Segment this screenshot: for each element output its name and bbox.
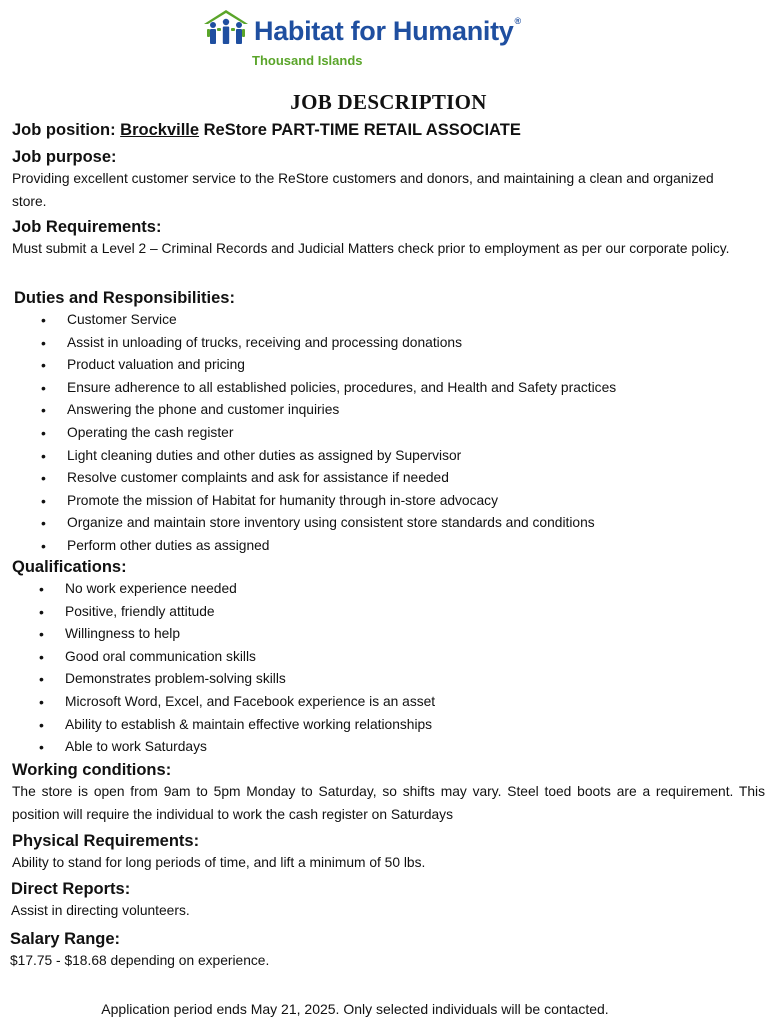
- list-item: • Positive, friendly attitude: [12, 601, 767, 624]
- list-item: • Promote the mission of Habitat for humanity through in-store advocacy: [14, 490, 767, 513]
- direct-reports-text: Assist in directing volunteers.: [11, 903, 190, 918]
- job-purpose-heading: Job purpose:: [12, 148, 117, 166]
- direct-reports-section: [11, 878, 767, 923]
- logo-wordmark: Habitat for Humanity®: [254, 16, 521, 46]
- habitat-logo: [200, 8, 560, 72]
- list-item: • Answering the phone and customer inquiries: [14, 399, 767, 422]
- list-item: • Ability to establish & maintain effective working relationships: [12, 714, 767, 737]
- job-title: ReStore PART-TIME RETAIL ASSOCIATE: [203, 121, 521, 139]
- duties-section: [14, 287, 767, 558]
- job-requirements-section: [12, 216, 767, 261]
- direct-reports-heading: Direct Reports:: [11, 880, 131, 898]
- working-conditions-section: [12, 759, 767, 826]
- list-item: • Willingness to help: [12, 623, 767, 646]
- list-item: • Light cleaning duties and other duties as assigned by Supervisor: [14, 445, 767, 468]
- list-item: • Microsoft Word, Excel, and Facebook experience is an asset: [12, 691, 767, 714]
- duties-heading: Duties and Responsibilities:: [14, 289, 235, 307]
- logo-subtitle: Thousand Islands: [252, 53, 363, 68]
- job-location: Brockville: [120, 121, 200, 139]
- list-item: • Operating the cash register: [14, 422, 767, 445]
- qualifications-list: [12, 578, 767, 759]
- list-item: • Demonstrates problem-solving skills: [12, 668, 767, 691]
- list-item: • Good oral communication skills: [12, 646, 767, 669]
- job-purpose-text: Providing excellent customer service to the ReStore customers and donors, and maintaining a clean and organized store.: [12, 171, 714, 209]
- list-item: • No work experience needed: [12, 578, 767, 601]
- physical-requirements-section: [12, 830, 767, 875]
- job-requirements-text: Must submit a Level 2 – Criminal Records and Judicial Matters check prior to employment as per our corporate policy.: [12, 241, 730, 256]
- list-item: • Perform other duties as assigned: [14, 535, 767, 558]
- list-item: • Organize and maintain store inventory using consistent store standards and conditions: [14, 512, 767, 535]
- physical-requirements-text: Ability to stand for long periods of time, and lift a minimum of 50 lbs.: [12, 855, 426, 870]
- duties-list: [14, 309, 767, 558]
- list-item: • Customer Service: [14, 309, 767, 332]
- working-conditions-text: The store is open from 9am to 5pm Monday to Saturday, so shifts may vary. Steel toed boots are a requirement. This position will require the individual to work the cash register on Saturdays: [12, 784, 765, 822]
- physical-requirements-heading: Physical Requirements:: [12, 832, 200, 850]
- salary-text: $17.75 - $18.68 depending on experience.: [10, 953, 270, 968]
- job-requirements-heading: Job Requirements:: [12, 218, 162, 236]
- job-position-label: Job position:: [12, 121, 116, 139]
- working-conditions-heading: Working conditions:: [12, 761, 172, 779]
- list-item: • Ensure adherence to all established policies, procedures, and Health and Safety practices: [14, 377, 767, 400]
- salary-section: [10, 928, 767, 973]
- list-item: • Able to work Saturdays: [12, 736, 767, 759]
- habitat-house-people-icon: [200, 8, 252, 48]
- job-purpose-section: [12, 146, 767, 213]
- document-title: JOB DESCRIPTION: [290, 90, 487, 114]
- salary-heading: Salary Range:: [10, 930, 121, 948]
- application-period-note: Application period ends May 21, 2025. Only selected individuals will be contacted.: [101, 1001, 609, 1017]
- qualifications-heading: Qualifications:: [12, 558, 127, 576]
- list-item: • Resolve customer complaints and ask for assistance if needed: [14, 467, 767, 490]
- list-item: • Assist in unloading of trucks, receiving and processing donations: [14, 332, 767, 355]
- list-item: • Product valuation and pricing: [14, 354, 767, 377]
- job-position-line: [12, 119, 767, 141]
- qualifications-section: [12, 556, 767, 759]
- job-position-section: [12, 119, 767, 141]
